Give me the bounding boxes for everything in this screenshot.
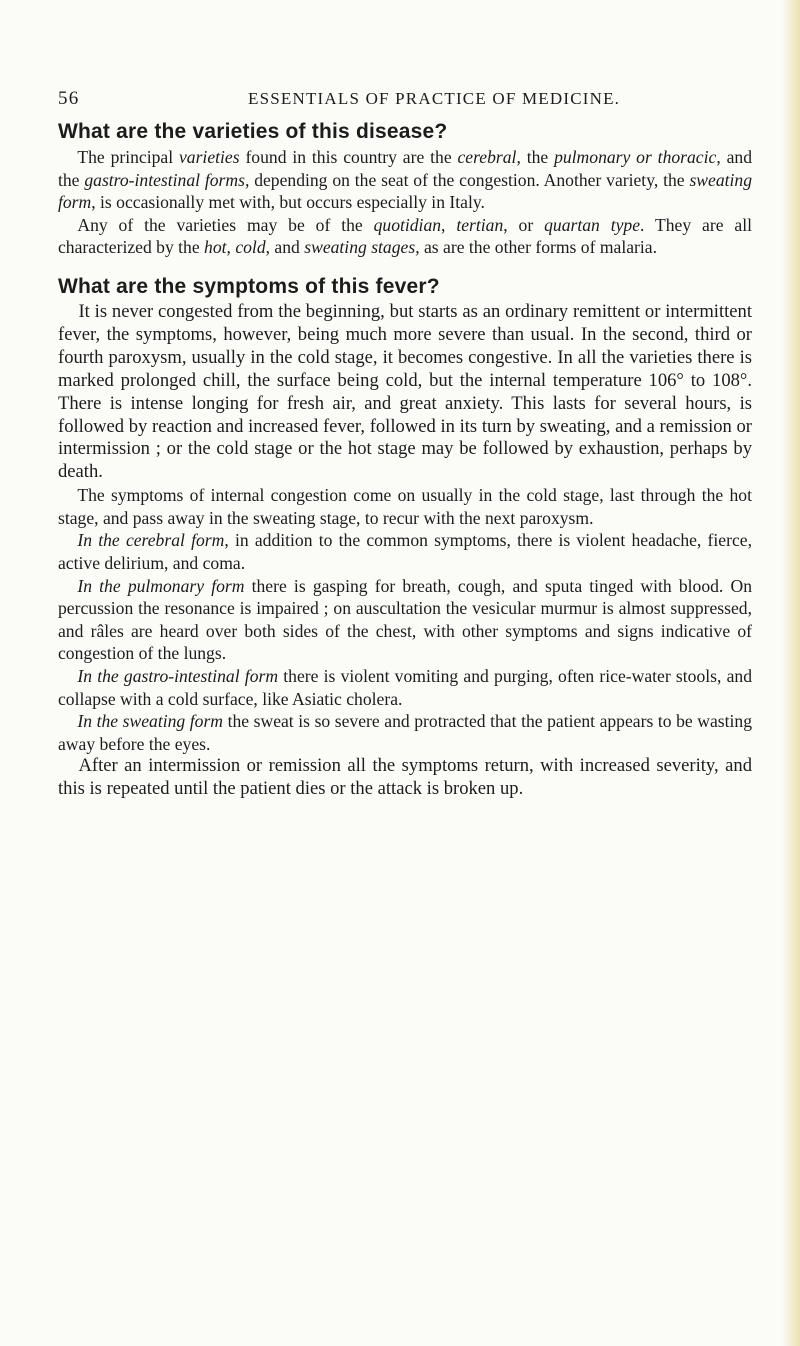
italic-run: sweating form	[58, 169, 752, 213]
text-run: , and	[265, 237, 305, 258]
paragraph-symptoms-1: It is never congested from the beginning, but starts as an ordinary remittent or intermittent fever, the symptoms, however, being much more severe than usual. In the second, third or fourth paroxysm, usually in the cold stage, it becomes congestive. In all the varieties there is marked prolonged chill, the surface being cold, but the internal temperature 106° to 108°. There is intense longing for fresh air, and great anxiety. This lasts for several hours, is followed by reaction and increased fever, followed in its turn by sweating, and a remission or intermission ; or the cold stage or the hot stage may be followed by exhaustion, perhaps by death.	[58, 300, 752, 483]
italic-run: quartan type	[544, 214, 641, 235]
text-run: Any of the varieties may be of the	[77, 214, 374, 235]
text-run: The principal	[77, 147, 179, 167]
text-run: the sweat is so severe and protracted that the patient appears to be wasting away before the eyes.	[58, 711, 753, 754]
italic-run: gastro-intestinal forms	[84, 169, 245, 190]
text-run: ,	[441, 214, 457, 235]
section-symptoms-end	[58, 755, 752, 801]
italic-run: In the pulmonary form	[77, 575, 245, 596]
running-title: ESSENTIALS OF PRACTICE OF MEDICINE.	[248, 89, 621, 108]
section-varieties	[58, 146, 752, 259]
italic-run: In the sweating form	[77, 711, 224, 732]
paragraph-varieties-2	[58, 214, 752, 259]
text-run: there is violent vomiting and purging, often rice-water stools, and collapse with a cold surface, like Asiatic cholera.	[58, 665, 753, 709]
text-run: , or	[503, 214, 545, 235]
text-run: found in this country are the	[239, 147, 458, 167]
paragraph-symptoms-final: After an intermission or remission all the symptoms return, with increased severity, and this is repeated until the patient dies or the attack is broken up.	[58, 755, 752, 800]
paragraph-cerebral-form	[58, 529, 752, 574]
text-run: , depending on the seat of the congestion. Another variety, the	[244, 169, 690, 190]
text-run: , as are the other forms of malaria.	[415, 237, 657, 258]
running-head	[58, 88, 752, 112]
paragraph-sweating-form	[58, 710, 752, 755]
italic-run: tertian	[456, 214, 504, 235]
section-symptoms	[58, 301, 752, 484]
page-edge-shading	[782, 0, 800, 1346]
italic-run: quotidian	[373, 214, 442, 235]
italic-run: In the gastro-intestinal form	[77, 665, 279, 686]
italic-run: In the cerebral form	[77, 530, 225, 551]
text-run: , and the	[58, 147, 752, 190]
paragraph-symptoms-2: The symptoms of internal congestion come on usually in the cold stage, last through the hot stage, and pass away in the sweating stage, to recur with the next paroxysm.	[58, 485, 752, 528]
italic-run: hot	[204, 237, 227, 258]
italic-run: pulmonary or thoracic	[554, 147, 717, 167]
italic-run: cold	[235, 237, 266, 258]
paragraph-pulmonary-form	[58, 575, 752, 665]
page-number: 56	[58, 88, 80, 109]
text-run: there is gasping for breath, cough, and sputa tinged with blood. On percussion the resonance is impaired ; on auscultation the vesicular murmur is almost suppressed, and râles are heard over both sides of the chest, with other symptoms and signs indicative of congestion of the lungs.	[58, 575, 752, 664]
text-run: , is occasionally met with, but occurs especially in Italy.	[91, 192, 485, 213]
question-varieties: What are the varieties of this disease?	[58, 120, 448, 143]
italic-run: sweating stages	[304, 237, 416, 258]
paragraph-varieties-1	[58, 146, 752, 214]
text-run: . They are all characterized by the	[58, 214, 752, 258]
text-run: ,	[226, 237, 236, 258]
section-symptoms-forms	[58, 484, 752, 755]
italic-run: varieties	[178, 147, 240, 167]
question-symptoms: What are the symptoms of this fever?	[58, 274, 440, 298]
book-page	[58, 88, 752, 801]
text-run: , in addition to the common symptoms, there is violent headache, fierce, active delirium, and coma.	[58, 530, 752, 573]
paragraph-gastro-intestinal-form	[58, 665, 752, 710]
text-run: , the	[516, 147, 555, 167]
italic-run: cerebral	[457, 147, 517, 167]
